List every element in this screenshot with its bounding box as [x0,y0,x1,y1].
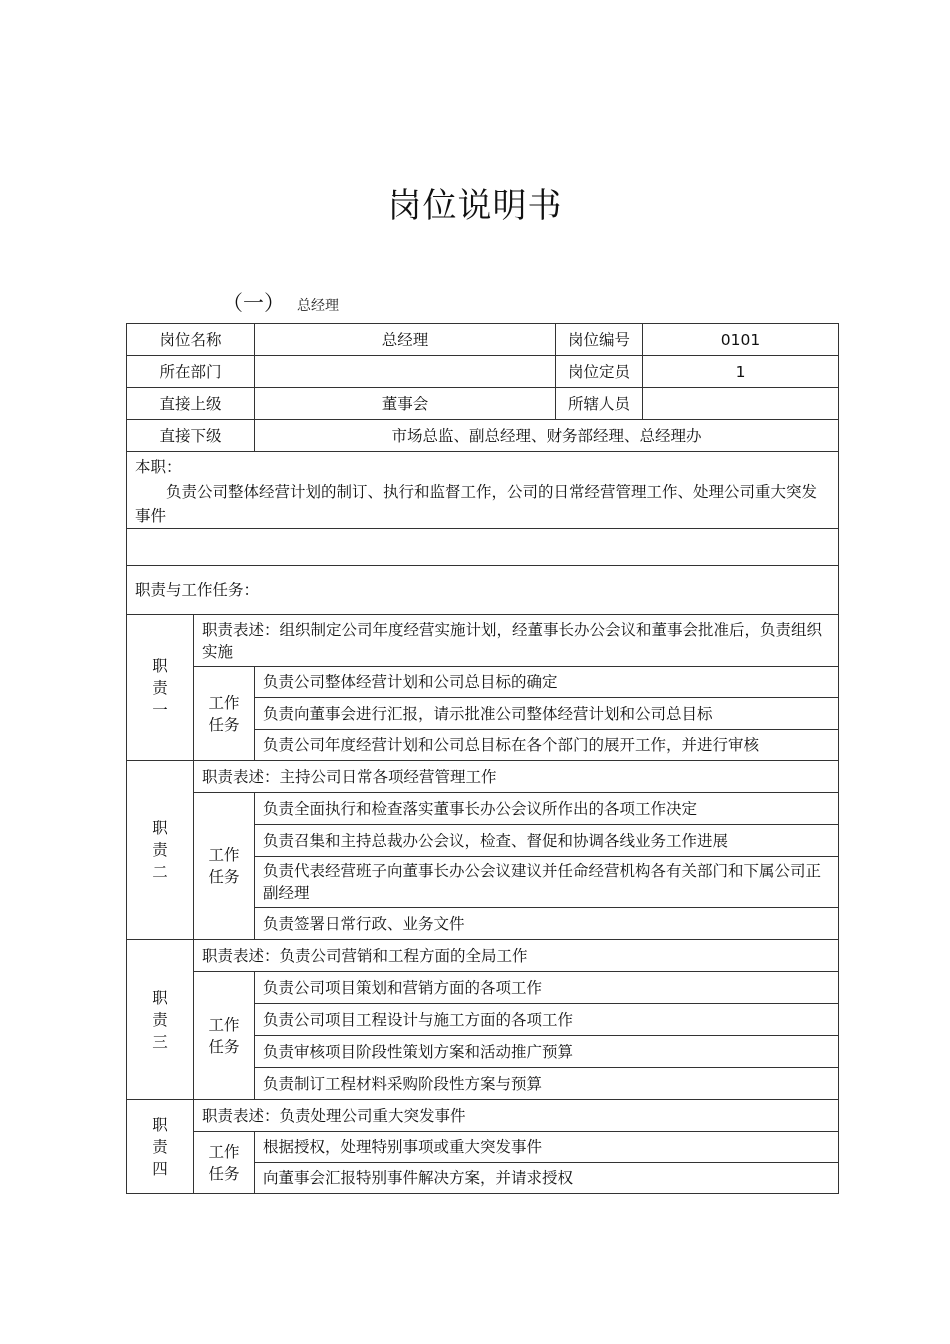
superior-value: 董事会 [255,388,556,420]
blank-cell [127,529,839,566]
position-no-label: 岗位编号 [556,324,643,356]
duty-cell [127,452,839,529]
tasks-heading: 职责与工作任务： [127,566,839,615]
resp-1-task-3: 负责公司年度经营计划和公司总目标在各个部门的展开工作，并进行审核 [255,730,839,761]
resp-1-task-row [127,667,839,698]
info-row-position [127,324,839,356]
resp-2-desc-row [127,761,839,793]
duty-row [127,452,839,529]
resp-1-work-label: 工作 任务 [194,667,255,761]
tasks-heading-row [127,566,839,615]
section-name: 总经理 [297,298,339,314]
duty-text: 负责公司整体经营计划的制订、执行和监督工作，公司的日常经营管理工作、处理公司重大突发事件 [135,483,818,525]
subordinates-label: 所辖人员 [556,388,643,420]
blank-row [127,529,839,566]
resp-1-desc-row [127,615,839,667]
job-description-table [126,323,839,1194]
resp-3-task-4: 负责制订工程材料采购阶段性方案与预算 [255,1068,839,1100]
direct-sub-label: 直接下级 [127,420,255,452]
position-no-value: 0101 [643,324,839,356]
resp-4-work-label: 工作 任务 [194,1132,255,1194]
resp-2-desc: 职责表述：主持公司日常各项经营管理工作 [194,761,839,793]
resp-1-desc: 职责表述：组织制定公司年度经营实施计划，经董事长办公会议和董事会批准后，负责组织实施 [194,615,839,667]
subordinates-value [643,388,839,420]
resp-2-task-row [127,793,839,825]
resp-4-task-row [127,1132,839,1163]
resp-4-desc: 职责表述：负责处理公司重大突发事件 [194,1100,839,1132]
resp-4-task-1: 根据授权，处理特别事项或重大突发事件 [255,1132,839,1163]
direct-sub-value: 市场总监、副总经理、财务部经理、总经理办 [255,420,839,452]
resp-1-task-1: 负责公司整体经营计划和公司总目标的确定 [255,667,839,698]
resp-3-task-3: 负责审核项目阶段性策划方案和活动推广预算 [255,1036,839,1068]
resp-3-task-2: 负责公司项目工程设计与施工方面的各项工作 [255,1004,839,1036]
resp-2-task-3: 负责代表经营班子向董事长办公会议建议并任命经营机构各有关部门和下属公司正副经理 [255,857,839,908]
resp-3-work-label: 工作 任务 [194,972,255,1100]
resp-3-task-1: 负责公司项目策划和营销方面的各项工作 [255,972,839,1004]
section-number: （一） [222,291,285,315]
headcount-label: 岗位定员 [556,356,643,388]
resp-1-label: 职 责 一 [127,615,194,761]
resp-2-work-label: 工作 任务 [194,793,255,940]
position-name-label: 岗位名称 [127,324,255,356]
info-row-direct-sub [127,420,839,452]
headcount-value: 1 [643,356,839,388]
position-name-value: 总经理 [255,324,556,356]
resp-3-desc-row [127,940,839,972]
resp-3-task-row [127,972,839,1004]
dept-label: 所在部门 [127,356,255,388]
resp-1-task-2: 负责向董事会进行汇报，请示批准公司整体经营计划和公司总目标 [255,698,839,730]
resp-2-task-2: 负责召集和主持总裁办公会议，检查、督促和协调各线业务工作进展 [255,825,839,857]
info-row-superior [127,388,839,420]
resp-4-task-2: 向董事会汇报特别事件解决方案，并请求授权 [255,1163,839,1194]
resp-2-label: 职 责 二 [127,761,194,940]
superior-label: 直接上级 [127,388,255,420]
resp-4-desc-row [127,1100,839,1132]
section-heading [222,287,339,317]
resp-3-desc: 职责表述：负责公司营销和工程方面的全局工作 [194,940,839,972]
resp-4-label: 职 责 四 [127,1100,194,1194]
resp-2-task-4: 负责签署日常行政、业务文件 [255,908,839,940]
resp-2-task-1: 负责全面执行和检查落实董事长办公会议所作出的各项工作决定 [255,793,839,825]
document-title: 岗位说明书 [387,186,563,226]
duty-label: 本职： [135,458,182,476]
info-row-dept [127,356,839,388]
dept-value [255,356,556,388]
resp-3-label: 职 责 三 [127,940,194,1100]
